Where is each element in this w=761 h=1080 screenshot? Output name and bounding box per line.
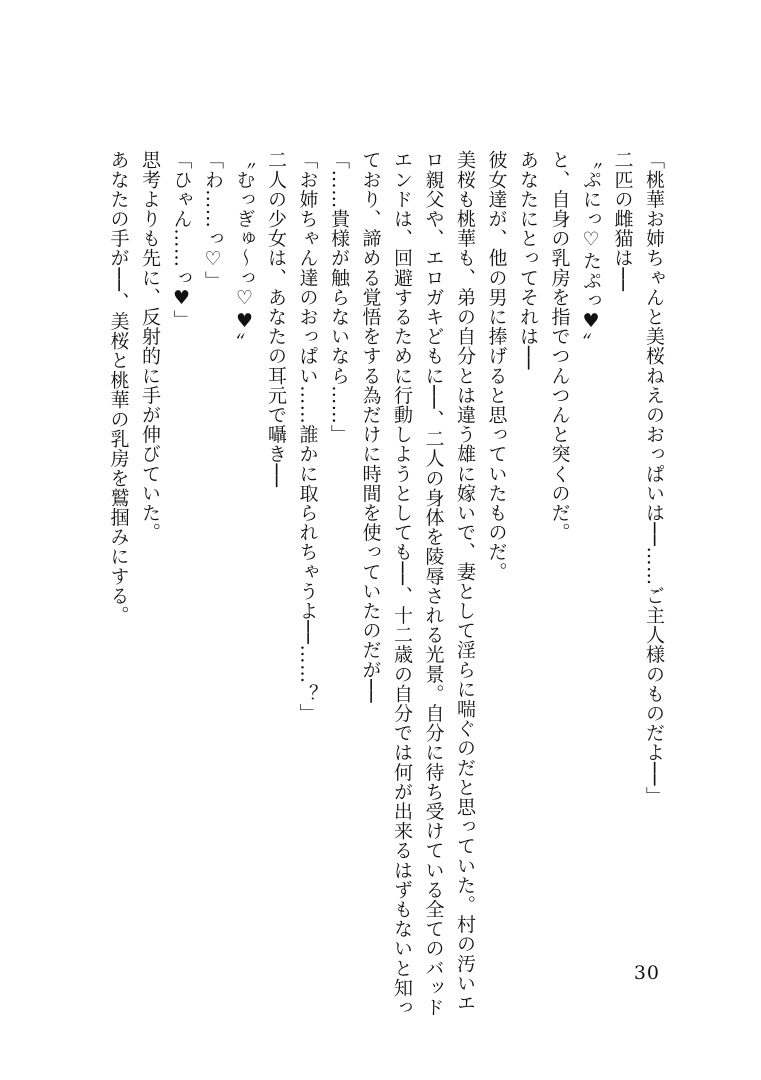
text-line-13: 二人の少女は、あなたの耳元で囁き── [265,150,287,488]
text-line-14: 〝むっぎゅ～っ♡♥〟 [233,150,256,352]
text-line-1: 「桃華お姉ちゃんと美桜ねえのおっぱいは──……ご主人様のものだよ──」 [643,150,665,806]
text-line-11: 「……貴様が触らないなら……」 [328,150,350,444]
text-line-2: 二匹の雌猫は── [611,150,634,292]
text-line-18: あなたの手が──、美桜と桃華の乳房を鷲掴みにする。 [107,150,130,625]
page-number: 30 [633,962,660,984]
text-line-10: ており、諦める覚悟をする為だけに時間を使っていたのだが── [359,150,382,704]
text-line-9: エンドは、回避するために行動しようとしても──、十二歳の自分では何が出来るはずもないと知っ [391,150,413,1017]
text-line-17: 思考よりも先に、反射的に手が伸びていた。 [139,150,161,542]
text-line-8: ロ親父や、エロガキどもに──、二人の身体を陵辱される光景。自分に待ち受けている全てのバッド [422,150,445,1017]
text-line-16: 「ひゃん……っ♥」 [170,150,193,330]
text-line-12: 「お姉ちゃん達のおっぱい……誰かに取られちゃうよ──……？」 [296,150,319,723]
text-line-15: 「わ……っ♡」 [202,150,224,291]
text-line-3: 〝ぷにっ♡たぷっ♥〟 [580,150,602,352]
text-line-5: あなたにとってそれは── [517,150,539,371]
text-line-4: と、自身の乳房を指でつんつんと突くのだ。 [548,150,571,542]
text-line-7: 美桜も桃華も、弟の自分とは違う雄に嫁いで、妻として淫らに喘ぐのだと思っていた。村の汚いエ [454,150,476,1013]
text-line-6: 彼女達が、他の男に捧げると思っていたものだ。 [485,150,508,582]
